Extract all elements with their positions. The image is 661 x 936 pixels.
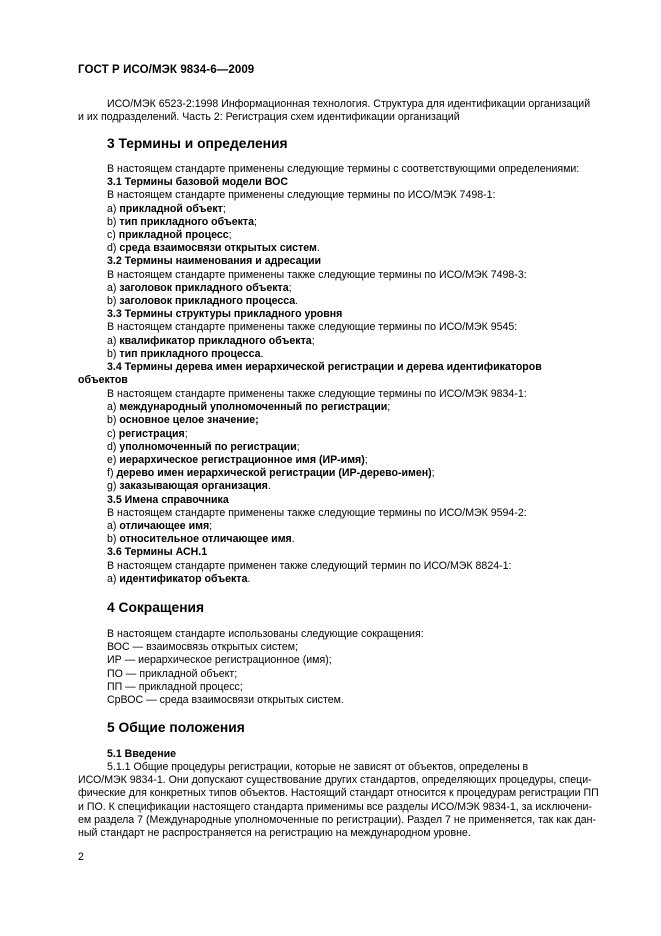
section-3-heading: 3 Термины и определения	[107, 136, 288, 151]
subsection-3-1-heading: 3.1 Термины базовой модели ВОС	[107, 176, 289, 189]
subsection-5-1-heading: 5.1 Введение	[107, 748, 177, 760]
page-number: 2	[78, 851, 84, 863]
abbreviation-item: СрВОС — среда взаимосвязи открытых систем.	[107, 694, 344, 707]
term-item: b) относительное отличающее имя.	[107, 533, 295, 546]
paragraph-line: 5.1.1 Общие процедуры регистрации, которые не зависят от объектов, определены в	[107, 761, 529, 773]
term-item: a) отличающее имя;	[107, 520, 213, 533]
term-item: b) основное целое значение;	[107, 414, 259, 427]
subsection-3-2-heading: 3.2 Термины наименования и адресации	[107, 255, 322, 268]
term-item: b) тип прикладного процесса.	[107, 347, 264, 360]
subsection-3-2-intro: В настоящем стандарте применены также следующие термины по ИСО/МЭК 7498-3:	[107, 268, 527, 281]
paragraph-line: фические для конкретных типов объектов. Настоящий стандарт относится к процедурам регистрации ПП	[78, 787, 599, 800]
subsection-3-4-heading-line2: объектов	[78, 374, 128, 387]
subsection-3-5-heading: 3.5 Имена справочника	[107, 493, 229, 506]
paragraph-line: и ПО. К спецификации настоящего стандарта применимы все разделы ИСО/МЭК 9834-1, за исключени-	[78, 800, 592, 813]
subsection-3-6-heading: 3.6 Термины АСН.1	[107, 546, 208, 559]
reference-line-2: и их подразделений. Часть 2: Регистрация схем идентификации организаций	[78, 111, 460, 124]
term-item: d) среда взаимосвязи открытых систем.	[107, 242, 320, 255]
subsection-3-3-intro: В настоящем стандарте применены также следующие термины по ИСО/МЭК 9545:	[107, 321, 518, 334]
term-item: b) тип прикладного объекта;	[107, 215, 257, 228]
subsection-3-4-body	[107, 388, 627, 586]
subsection-3-4	[78, 361, 616, 387]
abbreviation-item: ПО — прикладной объект;	[107, 667, 238, 680]
term-item: a) идентификатор объекта.	[107, 572, 251, 585]
section-5-paragraph	[78, 761, 616, 840]
term-item: g) заказывающая организация.	[107, 480, 271, 493]
paragraph-line: ИСО/МЭК 9834-1. Они допускают существование других стандартов, определяющих процедуры, специ-	[78, 774, 592, 787]
term-item: f) дерево имен иерархической регистрации (ИР-дерево-имен);	[107, 467, 435, 480]
term-item: b) заголовок прикладного процесса.	[107, 295, 299, 308]
paragraph-line: ный стандарт не распространяется на регистрацию на международном уровне.	[78, 827, 471, 840]
term-item: d) уполномоченный по регистрации;	[107, 440, 300, 453]
term-item: c) регистрация;	[107, 427, 188, 440]
term-item: c) прикладной процесс;	[107, 229, 232, 242]
paragraph-line: ем раздела 7 (Международные уполномоченные по регистрации). Раздел 7 не применяется, так как дан-	[78, 813, 597, 826]
subsection-3-5-intro: В настоящем стандарте применены также следующие термины по ИСО/МЭК 9594-2:	[107, 506, 527, 519]
term-item: a) квалификатор прикладного объекта;	[107, 334, 315, 347]
subsection-3-4-intro: В настоящем стандарте применены также следующие термины по ИСО/МЭК 9834-1:	[107, 388, 527, 400]
section-3-intro: В настоящем стандарте применены следующие термины с соответствующими определениями:	[107, 163, 580, 175]
abbreviation-item: ПП — прикладной процесс;	[107, 680, 243, 693]
section-3-body	[107, 163, 627, 361]
section-5-heading: 5 Общие положения	[107, 720, 245, 735]
term-item: a) заголовок прикладного объекта;	[107, 281, 292, 294]
abbreviation-item: ИР — иерархическое регистрационное (имя);	[107, 654, 332, 667]
section-4-intro: В настоящем стандарте использованы следующие сокращения:	[107, 628, 424, 640]
term-item: a) прикладной объект;	[107, 202, 226, 215]
subsection-3-4-heading-line1: 3.4 Термины дерева имен иерархической регистрации и дерева идентификаторов	[107, 361, 542, 373]
normative-reference	[78, 98, 616, 124]
section-4-heading: 4 Сокращения	[107, 600, 205, 615]
subsection-3-6-intro: В настоящем стандарте применен также следующий термин по ИСО/МЭК 8824-1:	[107, 559, 512, 572]
document-header: ГОСТ Р ИСО/МЭК 9834-6—2009	[78, 64, 255, 76]
subsection-5-1-heading-wrap	[107, 748, 627, 761]
subsection-3-1-intro: В настоящем стандарте применены следующие термины по ИСО/МЭК 7498-1:	[107, 189, 496, 202]
term-item: e) иерархическое регистрационное имя (ИР-имя);	[107, 454, 368, 467]
section-4-body	[107, 628, 627, 707]
abbreviation-item: ВОС — взаимосвязь открытых систем;	[107, 641, 299, 654]
reference-line-1: ИСО/МЭК 6523-2:1998 Информационная технология. Структура для идентификации организаций	[107, 98, 591, 110]
subsection-3-3-heading: 3.3 Термины структуры прикладного уровня	[107, 308, 343, 321]
term-item: a) международный уполномоченный по регистрации;	[107, 401, 391, 414]
